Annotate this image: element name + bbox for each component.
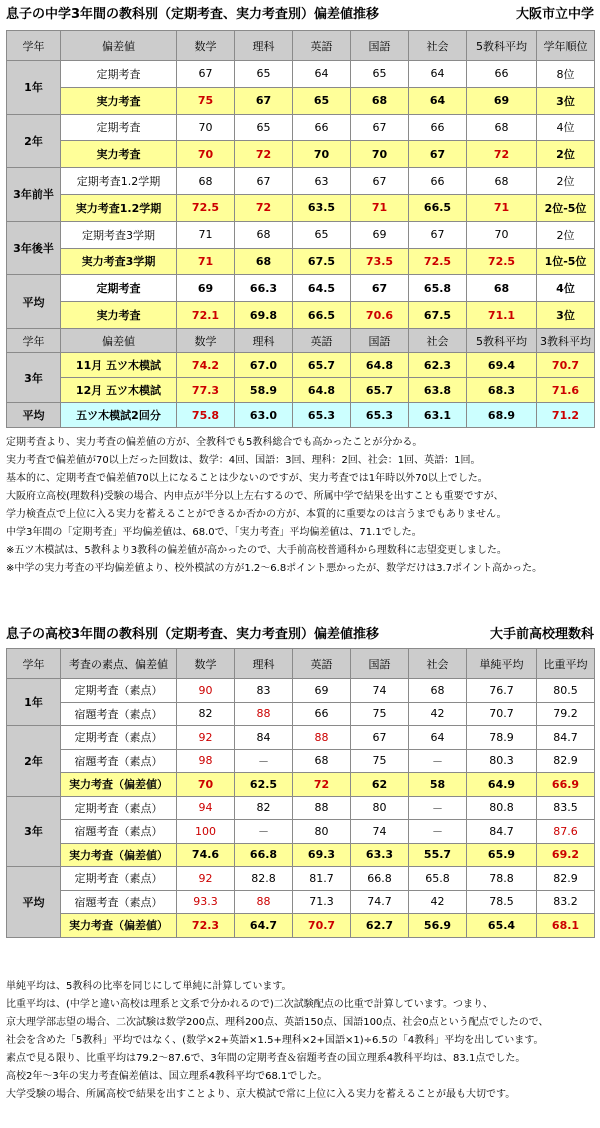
score-cell: 66.9 [537,773,595,797]
score-cell: 74.7 [351,890,409,914]
note-line: 学力検査点で上位に入る実力を蓄えることができるか否かの方が、本質的に重要なのは言うまでもありません。 [6,509,507,520]
column-header: 国語 [351,649,409,679]
grade-label: 2年 [7,726,61,797]
note-line: ※五ツ木模試は、5教科より3教科の偏差値が高かったので、大手前高校普通科から理数科に志望変更しました。 [6,545,507,556]
score-cell: 68 [177,168,235,195]
table-row [7,87,595,114]
column-header: 理科 [235,649,293,679]
column-header: 偏差値 [61,329,177,353]
column-header: 理科 [235,329,293,353]
note-line: 実力考査で偏差値が70以上だった回数は、数学：4回、国語：3回、理科：2回、社会：1回、英語：1回。 [6,455,481,466]
score-cell: 66.8 [351,867,409,891]
column-header: 社会 [409,649,467,679]
score-cell: 72 [235,141,293,168]
score-cell: 63.3 [351,843,409,867]
table-row [7,843,595,867]
section1-title-bar [0,4,600,26]
score-cell: 67 [409,141,467,168]
score-cell: 65.8 [409,275,467,302]
table-row [7,403,595,428]
score-cell: 83 [235,679,293,703]
note-line: 京大理学部志望の場合、二次試験は数学200点、理科200点、英語150点、国語100点、社会0点という配点でしたので、 [6,1017,549,1028]
score-cell: 58.9 [235,378,293,403]
score-cell: 8位 [537,61,595,88]
column-header: 学年 [7,329,61,353]
score-cell: － [409,796,467,820]
score-cell: 65.9 [467,843,537,867]
exam-type-label: 定期考査（素点） [61,796,177,820]
note-line: 大学受験の場合、所属高校で結果を出すことより、京大模試で常に上位に入る実力を蓄えることが最も大切です。 [6,1089,516,1100]
table-row [7,796,595,820]
score-cell: 68.3 [467,378,537,403]
score-cell: 77.3 [177,378,235,403]
score-cell: 56.9 [409,914,467,938]
score-cell: 67 [235,87,293,114]
score-cell: 2位-5位 [537,194,595,221]
score-cell: 94 [177,796,235,820]
score-cell: 74.2 [177,353,235,378]
note-line: 単純平均は、5教科の比率を同じにして単純に計算しています。 [6,981,292,992]
exam-type-label: 実力考査（偏差値） [61,843,177,867]
score-cell: 72.5 [177,194,235,221]
exam-type-label: 定期考査1.2学期 [61,168,177,195]
column-header: 理科 [235,31,293,61]
score-cell: 70.6 [351,302,409,329]
score-cell: 64.8 [351,353,409,378]
score-cell: 84.7 [467,820,537,844]
exam-type-label: 宿題考査（素点） [61,749,177,773]
exam-type-label: 定期考査（素点） [61,867,177,891]
note-line: 中学3年間の「定期考査」平均偏差値は、68.0で、「実力考査」平均偏差値は、71.1でした。 [6,527,422,538]
score-cell: 65 [293,221,351,248]
score-cell: 78.5 [467,890,537,914]
score-cell: 70 [177,141,235,168]
score-cell: 67 [235,168,293,195]
score-cell: 71 [177,248,235,275]
score-cell: 81.7 [293,867,351,891]
table-row [7,749,595,773]
score-cell: 68 [467,275,537,302]
column-header: 学年 [7,31,61,61]
score-cell: 42 [409,702,467,726]
column-header: 英語 [293,31,351,61]
score-cell: 68.1 [537,914,595,938]
score-cell: 70 [467,221,537,248]
score-cell: 65.3 [351,403,409,428]
score-cell: 66 [409,168,467,195]
score-cell: 70 [177,773,235,797]
exam-type-label: 実力考査1.2学期 [61,194,177,221]
score-cell: － [409,820,467,844]
exam-type-label: 実力考査（偏差値） [61,914,177,938]
score-cell: 65.7 [293,353,351,378]
grade-label: 平均 [7,275,61,329]
score-cell: 92 [177,867,235,891]
column-header: 数学 [177,329,235,353]
table-row [7,353,595,378]
score-cell: 80.8 [467,796,537,820]
exam-type-label: 定期考査 [61,275,177,302]
score-cell: 78.8 [467,867,537,891]
score-cell: 58 [409,773,467,797]
exam-type-label: 実力考査 [61,302,177,329]
score-cell: 72.5 [467,248,537,275]
column-header: 単純平均 [467,649,537,679]
score-cell: 68 [467,168,537,195]
exam-type-label: 12月 五ツ木模試 [61,378,177,403]
middle-school-exam-table [6,30,595,329]
score-cell: 70 [351,141,409,168]
table-row [7,914,595,938]
score-cell: 70 [293,141,351,168]
score-cell: 68 [351,87,409,114]
table-row [7,194,595,221]
score-cell: 63.1 [409,403,467,428]
score-cell: 63 [293,168,351,195]
score-cell: 72.1 [177,302,235,329]
score-cell: 75 [351,702,409,726]
score-cell: 64.5 [293,275,351,302]
score-cell: 65.4 [467,914,537,938]
table-row [7,114,595,141]
score-cell: 87.6 [537,820,595,844]
table-row [7,867,595,891]
column-header: 3教科平均 [537,329,595,353]
grade-label: 3年 [7,796,61,867]
column-header: 偏差値 [61,31,177,61]
score-cell: 69.3 [293,843,351,867]
score-cell: 80.3 [467,749,537,773]
score-cell: 64.8 [293,378,351,403]
header-row [7,31,595,61]
score-cell: 63.8 [409,378,467,403]
score-cell: 62 [351,773,409,797]
score-cell: 68 [293,749,351,773]
score-cell: 64 [409,87,467,114]
score-cell: 88 [235,890,293,914]
table-row [7,275,595,302]
column-header: 学年 [7,649,61,679]
table-row [7,141,595,168]
high-school-exam-table [6,648,595,938]
note-line: 高校2年～3年の実力考査偏差値は、国立理系4教科平均で68.1でした。 [6,1071,328,1082]
grade-label: 1年 [7,61,61,115]
table-row [7,168,595,195]
exam-type-label: 五ツ木模試2回分 [61,403,177,428]
middle-school-notes [6,434,596,578]
score-cell: 68 [235,221,293,248]
grade-label: 3年後半 [7,221,61,275]
score-cell: 67.5 [293,248,351,275]
score-cell: 64.7 [235,914,293,938]
mock-exam-table [6,328,595,428]
column-header: 数学 [177,31,235,61]
exam-type-label: 定期考査（素点） [61,726,177,750]
score-cell: 2位 [537,168,595,195]
score-cell: 88 [293,796,351,820]
score-cell: 64 [409,726,467,750]
table-row [7,679,595,703]
score-cell: 69 [467,87,537,114]
exam-type-label: 実力考査 [61,87,177,114]
score-cell: 70.7 [293,914,351,938]
score-cell: 75 [177,87,235,114]
score-cell: 1位-5位 [537,248,595,275]
column-header: 英語 [293,649,351,679]
score-cell: 66 [467,61,537,88]
score-cell: 90 [177,679,235,703]
column-header: 考査の素点、偏差値 [61,649,177,679]
score-cell: 66.5 [409,194,467,221]
grade-label: 3年前半 [7,168,61,222]
note-line: 比重平均は、(中学と違い高校は理系と文系で分かれるので)二次試験配点の比重で計算しています。つまり、 [6,999,494,1010]
score-cell: 65.7 [351,378,409,403]
score-cell: 71.2 [537,403,595,428]
score-cell: 100 [177,820,235,844]
score-cell: 66 [293,702,351,726]
score-cell: 67 [177,61,235,88]
grade-label: 3年 [7,353,61,403]
score-cell: 74.6 [177,843,235,867]
score-cell: 62.3 [409,353,467,378]
score-cell: 82.9 [537,867,595,891]
score-cell: 98 [177,749,235,773]
grade-label: 平均 [7,867,61,938]
column-header: 5教科平均 [467,31,537,61]
score-cell: 70 [177,114,235,141]
score-cell: 68.9 [467,403,537,428]
score-cell: 69.2 [537,843,595,867]
table-row [7,890,595,914]
score-cell: 66 [409,114,467,141]
score-cell: 65 [235,114,293,141]
note-line: 大阪府立高校(理数科)受験の場合、内申点が半分以上左右するので、所属中学で結果を出すことも重要ですが、 [6,491,504,502]
table-row [7,248,595,275]
column-header: 英語 [293,329,351,353]
score-cell: 66.3 [235,275,293,302]
score-cell: 82.9 [537,749,595,773]
column-header: 社会 [409,329,467,353]
score-cell: 67.0 [235,353,293,378]
score-cell: 2位 [537,221,595,248]
exam-type-label: 定期考査3学期 [61,221,177,248]
score-cell: 76.7 [467,679,537,703]
score-cell: 84.7 [537,726,595,750]
score-cell: 68 [467,114,537,141]
table-row [7,726,595,750]
exam-type-label: 実力考査（偏差値） [61,773,177,797]
score-cell: 92 [177,726,235,750]
header-row [7,649,595,679]
score-cell: 63.5 [293,194,351,221]
section2-school: 大手前高校理数科 [489,627,594,642]
score-cell: 84 [235,726,293,750]
exam-type-label: 11月 五ツ木模試 [61,353,177,378]
note-line: 定期考査より、実力考査の偏差値の方が、全教科でも5教科総合でも高かったことが分かる。 [6,437,423,448]
section2-title-bar [0,624,600,646]
header-row [7,329,595,353]
score-cell: 65 [351,61,409,88]
exam-type-label: 宿題考査（素点） [61,820,177,844]
score-cell: 71.6 [537,378,595,403]
score-cell: 62.5 [235,773,293,797]
score-cell: 69.4 [467,353,537,378]
score-cell: 65.8 [409,867,467,891]
score-cell: 62.7 [351,914,409,938]
score-cell: 72.3 [177,914,235,938]
score-cell: 2位 [537,141,595,168]
exam-type-label: 定期考査（素点） [61,679,177,703]
section1-title: 息子の中学3年間の教科別（定期考査、実力考査別）偏差値推移 [6,7,380,22]
score-cell: 64 [409,61,467,88]
score-cell: 68 [235,248,293,275]
exam-type-label: 実力考査3学期 [61,248,177,275]
score-cell: 67.5 [409,302,467,329]
high-school-notes [6,978,596,1104]
score-cell: 70.7 [537,353,595,378]
score-cell: 71 [177,221,235,248]
note-line: 素点で見る限り、比重平均は79.2～87.6で、3年間の定期考査＆宿題考査の国立理系4教科平均は、83.1点でした。 [6,1053,526,1064]
score-cell: 67 [351,168,409,195]
score-cell: 83.5 [537,796,595,820]
score-cell: 66 [293,114,351,141]
score-cell: 88 [235,702,293,726]
exam-type-label: 宿題考査（素点） [61,702,177,726]
score-cell: 93.3 [177,890,235,914]
score-cell: 88 [293,726,351,750]
column-header: 社会 [409,31,467,61]
exam-type-label: 定期考査 [61,114,177,141]
exam-type-label: 実力考査 [61,141,177,168]
score-cell: 71 [467,194,537,221]
score-cell: 72 [293,773,351,797]
grade-label: 2年 [7,114,61,168]
column-header: 国語 [351,31,409,61]
score-cell: 69 [351,221,409,248]
score-cell: 80 [293,820,351,844]
score-cell: 65 [293,87,351,114]
score-cell: 75.8 [177,403,235,428]
score-cell: 67 [351,726,409,750]
score-cell: 65 [235,61,293,88]
score-cell: － [235,820,293,844]
score-cell: 69 [293,679,351,703]
table-row [7,378,595,403]
score-cell: 42 [409,890,467,914]
exam-type-label: 宿題考査（素点） [61,890,177,914]
score-cell: 74 [351,820,409,844]
section1-school: 大阪市立中学 [515,7,594,22]
column-header: 比重平均 [537,649,595,679]
score-cell: 82 [177,702,235,726]
score-cell: 73.5 [351,248,409,275]
table-row [7,221,595,248]
score-cell: 3位 [537,302,595,329]
score-cell: 67 [351,114,409,141]
score-cell: 4位 [537,114,595,141]
score-cell: 71 [351,194,409,221]
score-cell: 65.3 [293,403,351,428]
score-cell: 55.7 [409,843,467,867]
score-cell: 72.5 [409,248,467,275]
score-cell: 72 [235,194,293,221]
score-cell: 64.9 [467,773,537,797]
score-cell: 70.7 [467,702,537,726]
score-cell: 78.9 [467,726,537,750]
column-header: 5教科平均 [467,329,537,353]
score-cell: 66.8 [235,843,293,867]
note-line: ※中学の実力考査の平均偏差値より、校外模試の方が1.2～6.8ポイント悪かったが、数学だけは3.7ポイント高かった。 [6,563,543,574]
score-cell: 79.2 [537,702,595,726]
score-cell: 3位 [537,87,595,114]
score-cell: 71.1 [467,302,537,329]
score-cell: 83.2 [537,890,595,914]
table-row [7,702,595,726]
grade-label: 1年 [7,679,61,726]
score-cell: 63.0 [235,403,293,428]
note-line: 社会を含めた「5教科」平均ではなく、(数学×2+英語×1.5+理科×2+国語×1)÷6.5の「4教科」平均を出しています。 [6,1035,544,1046]
score-cell: 67 [409,221,467,248]
column-header: 国語 [351,329,409,353]
score-cell: 74 [351,679,409,703]
score-cell: 69.8 [235,302,293,329]
score-cell: 64 [293,61,351,88]
score-cell: 68 [409,679,467,703]
score-cell: 80 [351,796,409,820]
table-row [7,820,595,844]
score-cell: 80.5 [537,679,595,703]
score-cell: － [409,749,467,773]
score-cell: 82.8 [235,867,293,891]
score-cell: 82 [235,796,293,820]
table-row [7,773,595,797]
score-cell: － [235,749,293,773]
score-cell: 66.5 [293,302,351,329]
grade-label: 平均 [7,403,61,428]
section2-title: 息子の高校3年間の教科別（定期考査、実力考査別）偏差値推移 [6,627,380,642]
table-row [7,302,595,329]
score-cell: 67 [351,275,409,302]
score-cell: 69 [177,275,235,302]
score-cell: 72 [467,141,537,168]
score-cell: 75 [351,749,409,773]
table-row [7,61,595,88]
exam-type-label: 定期考査 [61,61,177,88]
score-cell: 71.3 [293,890,351,914]
score-cell: 4位 [537,275,595,302]
column-header: 数学 [177,649,235,679]
note-line: 基本的に、定期考査で偏差値70以上になることは少ないのですが、実力考査では1年時以外70以上でした。 [6,473,488,484]
column-header: 学年順位 [537,31,595,61]
